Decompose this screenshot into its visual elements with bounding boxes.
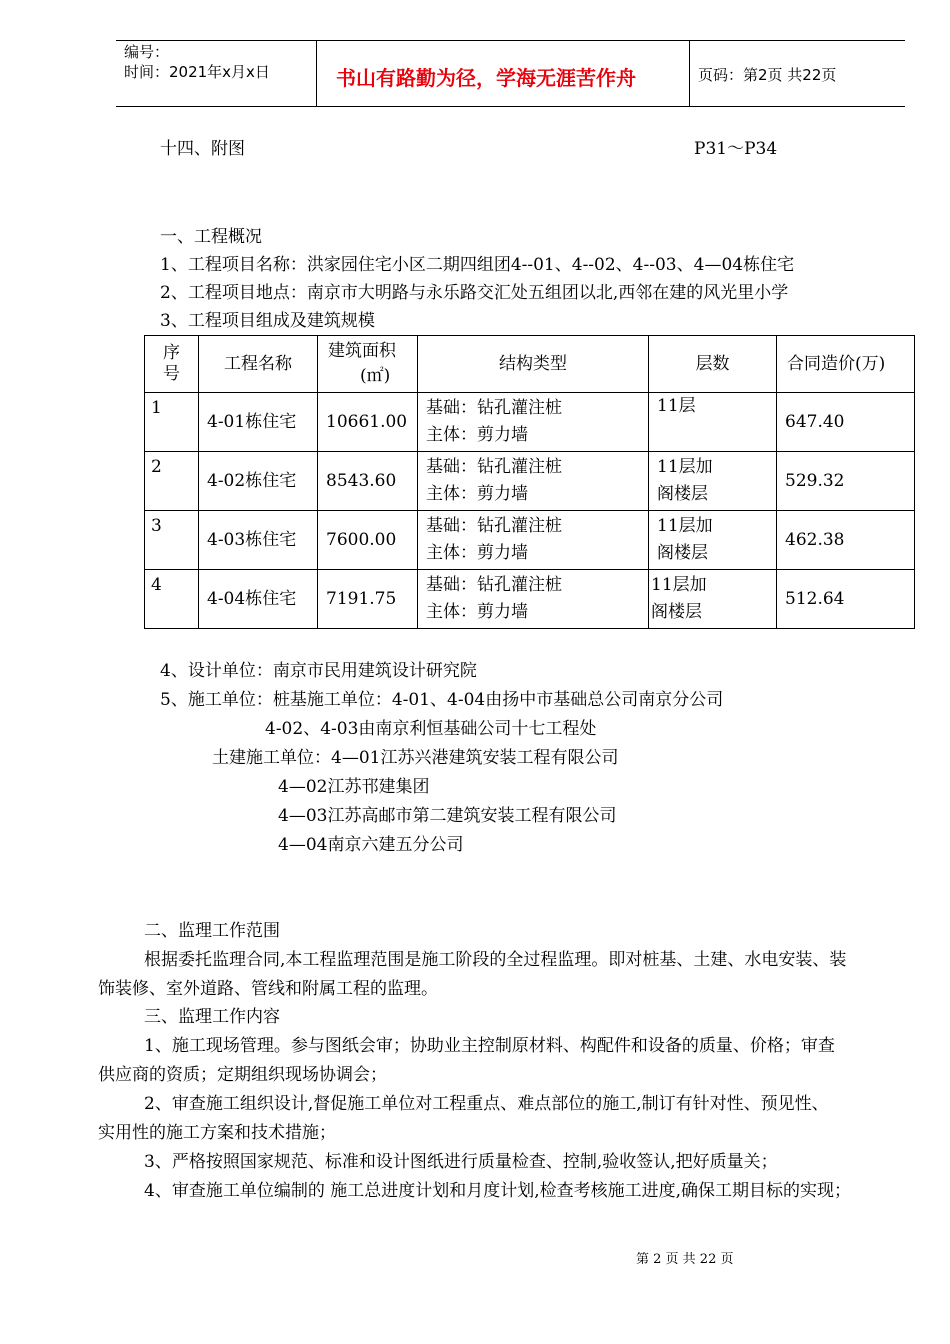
row-foundation: 基础：钻孔灌注桩 — [426, 398, 562, 418]
row-structure — [418, 511, 649, 570]
row-no: 1 — [145, 393, 199, 452]
header-bottom-rule — [116, 106, 905, 107]
row-floors-line2: 阁楼层 — [657, 484, 708, 504]
row-floors-line1: 11层加 — [651, 575, 707, 595]
header-price: 合同造价(万) — [777, 336, 915, 393]
header-no-line1: 序 — [163, 343, 180, 363]
table-row — [145, 393, 915, 452]
header-area-line1: 建筑面积 — [328, 341, 396, 361]
section3-title: 三、监理工作内容 — [144, 1007, 280, 1027]
row-name: 4-04栋住宅 — [199, 570, 318, 629]
row-main: 主体：剪力墙 — [426, 484, 528, 504]
row-structure — [418, 570, 649, 629]
row-foundation: 基础：钻孔灌注桩 — [426, 575, 562, 595]
row-floors — [649, 452, 777, 511]
row-floors — [649, 393, 777, 452]
civil-unit-line4: 4—04南京六建五分公司 — [278, 835, 464, 855]
project-table — [144, 335, 915, 629]
row-structure — [418, 393, 649, 452]
row-price: 647.40 — [777, 393, 915, 452]
row-foundation: 基础：钻孔灌注桩 — [426, 457, 562, 477]
row-floors-line2: 阁楼层 — [651, 602, 702, 622]
section3-item4: 4、审查施工单位编制的 施工总进度计划和月度计划,检查考核施工进度,确保工期目标的实现； — [144, 1181, 852, 1201]
row-floors-line2: 阁楼层 — [657, 543, 708, 563]
row-floors — [649, 511, 777, 570]
section3-item2-line1: 2、审查施工组织设计,督促施工单位对工程重点、难点部位的施工,制订有针对性、预见性、 — [144, 1094, 829, 1114]
section1-title: 一、工程概况 — [160, 227, 262, 247]
header-time-label: 时间：2021年x月x日 — [124, 63, 270, 81]
section1-item1: 1、工程项目名称：洪家园住宅小区二期四组团4--01、4--02、4--03、4—04栋住宅 — [160, 255, 795, 275]
header-motto: 书山有路勤为径，学海无涯苦作舟 — [336, 66, 636, 90]
design-unit: 4、设计单位：南京市民用建筑设计研究院 — [160, 661, 477, 681]
row-no: 3 — [145, 511, 199, 570]
header-top-rule — [116, 40, 905, 41]
header-divider-right — [689, 40, 690, 107]
row-area: 7191.75 — [318, 570, 418, 629]
row-main: 主体：剪力墙 — [426, 425, 528, 445]
header-area — [318, 336, 418, 393]
row-area: 8543.60 — [318, 452, 418, 511]
table-row — [145, 452, 915, 511]
civil-unit-line1: 土建施工单位：4—01江苏兴港建筑安装工程有限公司 — [212, 748, 619, 768]
row-foundation: 基础：钻孔灌注桩 — [426, 516, 562, 536]
pile-unit-line2: 4-02、4-03由南京利恒基础公司十七工程处 — [265, 719, 597, 739]
header-area-line2: (㎡) — [360, 366, 391, 386]
row-no: 2 — [145, 452, 199, 511]
row-name: 4-03栋住宅 — [199, 511, 318, 570]
header-no — [145, 336, 199, 393]
header-code-label: 编号： — [124, 43, 170, 61]
row-structure — [418, 452, 649, 511]
row-area: 10661.00 — [318, 393, 418, 452]
row-price: 529.32 — [777, 452, 915, 511]
row-floors — [649, 570, 777, 629]
header-structure: 结构类型 — [418, 336, 649, 393]
row-name: 4-02栋住宅 — [199, 452, 318, 511]
section3-item1-line1: 1、施工现场管理。参与图纸会审；协助业主控制原材料、构配件和设备的质量、价格；审查 — [144, 1036, 835, 1056]
row-main: 主体：剪力墙 — [426, 602, 528, 622]
row-main: 主体：剪力墙 — [426, 543, 528, 563]
row-floors-line1: 11层 — [657, 396, 696, 416]
row-floors-line1: 11层加 — [657, 457, 713, 477]
row-floors-line1: 11层加 — [657, 516, 713, 536]
section2-para-line2: 饰装修、室外道路、管线和附属工程的监理。 — [98, 979, 438, 999]
row-name: 4-01栋住宅 — [199, 393, 318, 452]
section2-para-line1: 根据委托监理合同,本工程监理范围是施工阶段的全过程监理。即对桩基、土建、水电安装、装 — [144, 950, 847, 970]
row-no: 4 — [145, 570, 199, 629]
table-row — [145, 570, 915, 629]
table-header-row — [145, 336, 915, 393]
header-page-label: 页码：第2页 共22页 — [698, 66, 837, 84]
table-row — [145, 511, 915, 570]
header-name: 工程名称 — [199, 336, 318, 393]
civil-unit-line3: 4—03江苏高邮市第二建筑安装工程有限公司 — [278, 806, 617, 826]
section3-item2-line2: 实用性的施工方案和技术措施； — [98, 1123, 336, 1143]
civil-unit-line2: 4—02江苏邗建集团 — [278, 777, 430, 797]
page-footer: 第 2 页 共 22 页 — [636, 1252, 734, 1267]
section3-item1-line2: 供应商的资质；定期组织现场协调会； — [98, 1065, 387, 1085]
row-price: 462.38 — [777, 511, 915, 570]
header-no-line2: 号 — [163, 364, 180, 384]
section2-title: 二、监理工作范围 — [144, 921, 280, 941]
pile-unit-line1: 5、施工单位：桩基施工单位：4-01、4-04由扬中市基础总公司南京分公司 — [160, 690, 724, 710]
section1-item3: 3、工程项目组成及建筑规模 — [160, 311, 375, 331]
toc-pages: P31～P34 — [694, 139, 778, 159]
header-floors: 层数 — [649, 336, 777, 393]
section3-item3: 3、严格按照国家规范、标准和设计图纸进行质量检查、控制,验收签认,把好质量关； — [144, 1152, 778, 1172]
row-area: 7600.00 — [318, 511, 418, 570]
header-divider-left — [316, 40, 317, 107]
section1-item2: 2、工程项目地点：南京市大明路与永乐路交汇处五组团以北,西邻在建的风光里小学 — [160, 283, 789, 303]
toc-item: 十四、附图 — [160, 139, 245, 159]
row-price: 512.64 — [777, 570, 915, 629]
